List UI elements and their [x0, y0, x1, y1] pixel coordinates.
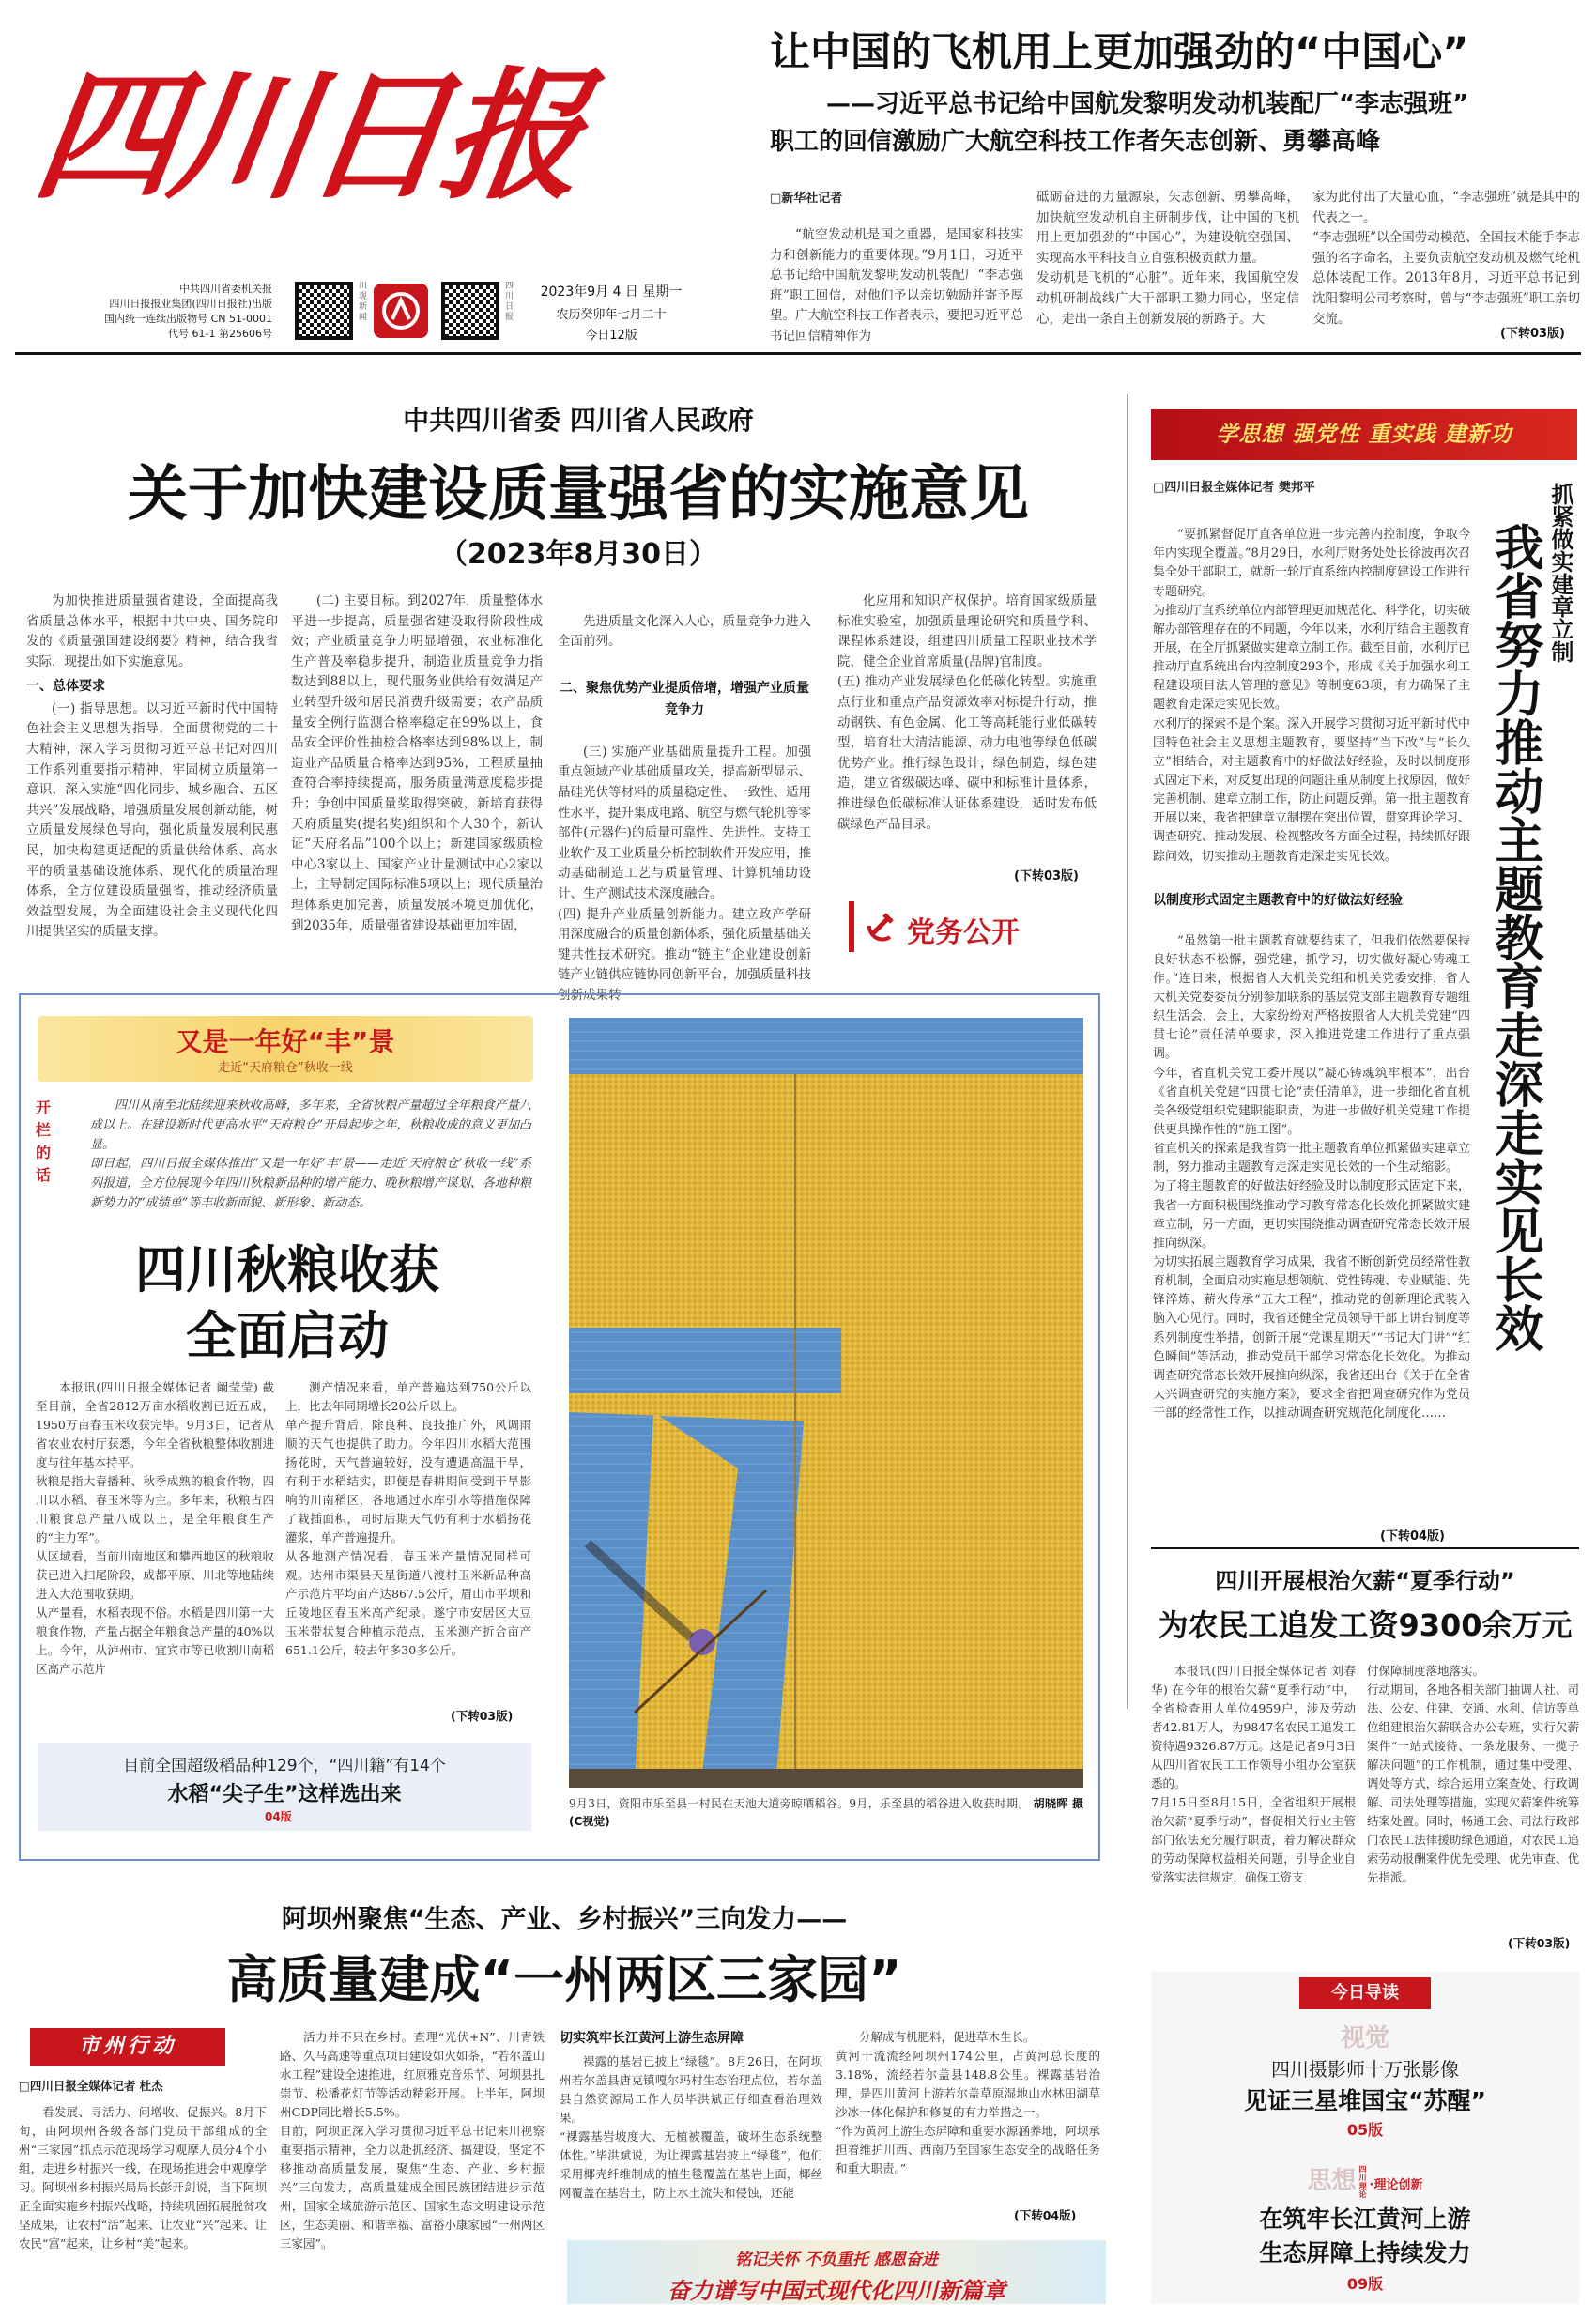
main-continued: (下转03版) [1014, 869, 1079, 884]
related-line-2: 水稻“尖子生”这样选出来 [167, 1783, 402, 1806]
banner-big-text: 奋力谱写中国式现代化四川新篇章 [668, 2278, 1005, 2304]
side-col [1153, 507, 1470, 1530]
party-affairs-tag [849, 901, 1080, 952]
pages-line: 今日12版 [585, 329, 637, 343]
aba-col-1: 看发展、寻活力、问增收、促振兴。8月下旬，由阿坝州各级各部门党员干部组成的全州“三家园”抓点示范现场学习观摩人员分4个小组，走进乡村振兴一线，在现场推进会中观摩学习。阿坝州乡村振兴局局长彭开剑说，当下阿坝正全面实施乡村振兴战略，持续巩固拓展脱贫攻坚成果，让农村“活”起来、让农业“兴”起来、让农民“富”起来，让乡村“美”起来。 [19, 2105, 267, 2251]
main-col-1 [26, 592, 278, 962]
qr-code-left [295, 282, 353, 340]
side-vertical-title: 我省努力推动主题教育走深走实见长效 [1486, 522, 1542, 1352]
guide-item-2-page[interactable]: 09版 [1346, 2275, 1384, 2293]
banner-title: 又是一年好“丰”景 [176, 1026, 395, 1057]
aba-col-2: 活力并不只在乡村。查理“光伏+N”、川青铁路、久马高速等重点项目建设如火如荼，“若尔盖山水工程”建设全速推进，红原雅克音乐节、阿坝县扎崇节、松潘花灯节等活动精彩开展。上半年，阿坝州GDP同比增长5.5%。 目前，阿坝正深入学习贯彻习近平总书记来川视察重要指示精神，全力以赴抓经济、搞建设，坚定不移推动高质量发展，聚焦“生态、产业、乡村振兴”三向发力，高质量建成全国民族团结进步示范州，国家全域旅游示范区、国家生态文明建设示范区，生态美丽、和谐幸福、富裕小康家园“一州两区三家园”。 [280, 2030, 545, 2251]
section-heading: 一、总体要求 [26, 679, 105, 695]
main-kicker: 中共四川省委 四川省人民政府 [403, 405, 754, 436]
aba-subheading: 切实筑牢长江黄河上游生态屏障 [560, 2031, 744, 2046]
cat-sub: ·理论创新 [1369, 2178, 1423, 2192]
para: (二) 主要目标。到2027年，质量整体水平进一步提高，质量强省建设取得阶段性成效；产业质量竞争力明显增强，农业标准化生产普及率稳步提升，制造业质量竞争力指数达到88以上，现代服务业供给有效满足产业转型升级和居民消费升级需要；农产品质量安全例行监测合格率稳定在99%以上，食品安全评价性抽检合格率达到98%以上，制造业产品质量合格率达到95%，工程质量抽查符合率持续提高，服务质量满意度稳步提升；争创中国质量奖取得突破，新培育获得天府质量奖(提名奖)组织和个人30个，新认证“天府名品”100个以上；新建国家级质检中心3家以上、国家产业计量测试中心2家以上，主导制定国际标准5项以上；现代质量治理体系更加完善，质量发展环境更加优化，到2035年，质量强省建设基础更加牢固， [291, 593, 543, 933]
banner-subtitle: 走近“天府粮仓”秋收一线 [218, 1061, 353, 1075]
lead-col-3: 家为此付出了大量心血，“李志强班”就是其中的代表之一。 “李志强班”以全国劳动模范、全国技术能手李志强的名字命名，主要负责航空发动机及燃气轮机总体装配工作。2013年8月，习近平总书记到沈阳黎明公司考察时，曾与“李志强班”职工亲切交流。 [1312, 190, 1580, 327]
party-tag-text: 党务公开 [907, 916, 1020, 949]
section-heading: 以制度形式固定主题教育中的好做法好经验 [1153, 892, 1403, 908]
cat-title: 思想 [1307, 2167, 1357, 2195]
info-line: 国内统一连续出版物号 CN 51-0001 [104, 313, 272, 325]
caption-text: 9月3日，资阳市乐至县一村民在天池大道旁晾晒稻谷。9月，乐至县的稻谷进入收获时期。 [569, 1797, 1030, 1810]
related-page: 04版 [265, 1810, 292, 1823]
byline-text: 四川日报全媒体记者 樊邦平 [1164, 481, 1315, 495]
side-rule [1151, 1547, 1579, 1549]
lead-byline: □新华社记者 [770, 192, 843, 206]
related-line-1: 目前全国超级稻品种129个，“四川籍”有14个 [123, 1757, 446, 1775]
banner-small-text: 铭记关怀 不负重托 感恩奋进 [735, 2251, 938, 2269]
lead-col-2: 砥砺奋进的力量源泉，矢志创新、勇攀高峰，加快航空发动机自主研制步伐，让中国的飞机用上更加强劲的“中国心”，为建设航空强国、实现高水平科技自立自强积极贡献力量。 发动机是飞机的“心脏”。近年来，我国航空发动机研制战线广大干部职工勠力同心，坚定信心，走出一条自主创新发展的新路子。大 [1036, 190, 1299, 327]
lunar-line: 农历癸卯年七月二十 [556, 308, 667, 322]
aba-title: 高质量建成“一州两区三家园” [226, 1950, 902, 2009]
para: “虽然第一批主题教育就要结束了，但我们依然要保持良好状态不松懈，强党建，抓学习，切实做好凝心铸魂工作。”连日来，根据省人大机关党组和机关党委安排，省人大机关党委委员分别参加联系的基层党支部主题教育专题组织生活会，会上，大家纷纷对严格按照省人大机关党建“四贯七论”责任清单要求，深入推进党建工作进行了重点强调。 今年，省直机关党工委开展以“凝心铸魂筑牢根本”，出台《省直机关党建“四贯七论”责任清单》，进一步细化省直机关各级党组织党建职能职责，为进一步做好机关党建工作提供更具操作性的“施工图”。 省直机关的探索是我省第一批主题教育单位抓紧做实建章立制，努力推动主题教育走深走实见长效的一个生动缩影。 为了将主题教育的好做法好经验及时以制度形式固定下来，我省一方面积极围绕推动学习教育常态化长效化抓紧做实建章立制，另一方面，更切实围绕推动调查研究常态长效开展推向纵深。 为切实拓展主题教育学习成果，我省不断创新党员经常性教育机制，全面启动实施思想领航、党性铸魂、专业赋能、先锋淬炼、薪火传承“五大工程”，推动党的创新理论武装入脑入心见行。同时，我省还健全党员领导干部上讲台制度等系列制度性举措，创新开展“党课星期天”“书记大门讲”“红色瞬间”等活动，推动党员干部学习常态化长效化。为推动调查研究常态长效开展推向纵深，我省还出台《关于在全省大兴调查研究的实施方案》，要求全省把调查研究作为党员干部的经常性工作，以推动调查研究规范化制度化…… [1153, 933, 1471, 1421]
press-logo-icon [374, 284, 428, 338]
byline-text: 四川日报全媒体记者 杜杰 [29, 2079, 163, 2093]
cat-mini: 四川 理论 [1358, 2164, 1367, 2199]
harvest-side-label: 开栏的话 [36, 1099, 52, 1184]
aba-col-4: 分解成有机肥料，促进草木生长。 黄河干流流经阿坝州174公里，占黄河总长度的3.18%，流经若尔盖县148.8公里。裸露基岩治理，是四川黄河上游若尔盖草原湿地山水林田湖草沙冰一体化保护和修复的有力举措之一。 “作为黄河上游生态屏障和重要水源涵养地，阿坝承担着维护川西、西南乃至国家生态安全的战略任务和重大职责。” [836, 2030, 1100, 2175]
related-story-box[interactable] [38, 1743, 531, 1831]
section-heading: 二、聚焦优势产业提质倍增，增强产业质量竞争力 [560, 681, 809, 717]
main-date: （2023年8月30日） [438, 538, 718, 571]
harvest-title-1: 四川秋粮收获 [135, 1240, 439, 1299]
hammer-sickle-icon [862, 907, 899, 945]
para: 先进质量文化深入人心，质量竞争力进入全面前列。 [558, 613, 811, 650]
guide-item-2-line-2[interactable]: 生态屏障上持续发力 [1259, 2239, 1471, 2267]
side-byline: □四川日报全媒体记者 樊邦平 [1153, 481, 1315, 495]
masthead-info [38, 282, 272, 342]
main-col-3 [558, 592, 811, 1003]
guide-item-1-line-2[interactable]: 见证三星堆国宝“苏醒” [1244, 2087, 1486, 2114]
qr-label-left: 川观新闻 [359, 282, 368, 322]
main-col-2 [291, 592, 543, 962]
masthead-divider [15, 352, 1581, 355]
info-line: 中共四川省委机关报 [179, 283, 272, 295]
qr-label-right: 四川日报 [505, 282, 514, 322]
date-line: 2023年9月 4 日 星期一 [540, 284, 683, 300]
bottom-banner [567, 2240, 1106, 2304]
side-vertical-kicker: 抓紧做实建章立制 [1547, 483, 1573, 663]
photographer-credit: 胡晓晖 摄(C视觉) [569, 1797, 1083, 1829]
harvest-col-1: 本报讯(四川日报全媒体记者 阚莹莹) 截至目前，全省2812万亩水稻收割已近五成，1950万亩春玉米收获完毕。9月3日，记者从省农业农村厅获悉，今年全省秋粮整体收割进度与往年基本持平。 秋粮是指大春播种、秋季成熟的粮食作物，四川以水稻、春玉米等为主。多年来，秋粮占四川粮食总产量八成以上，是全年粮食生产的“主力军”。 从区域看，当前川南地区和攀西地区的秋粮收获已进入扫尾阶段，成都平原、川北等地陆续进入大范围收获期。 从产量看，水稻表现不俗。水稻是四川第一大粮食作物，产量占据全年粮食总产量的40%以上。今年，从泸州市、宜宾市等已收割川南稻区高产示范片 [36, 1380, 274, 1676]
lead-col-1: “航空发动机是国之重器，是国家科技实力和创新能力的重要体现。”9月1日，习近平总书记给中国航发黎明发动机装配厂“李志强班”职工回信，对他们予以亲切勉励并寄予厚望。广大航空科技工作者表示，要把习近平总书记回信精神作为 [770, 227, 1023, 344]
side-continued: (下转04版) [1380, 1529, 1445, 1544]
guide-item-1-page[interactable]: 05版 [1346, 2121, 1384, 2139]
harvest-banner [38, 1016, 533, 1082]
main-title: 关于加快建设质量强省的实施意见 [128, 460, 1029, 530]
lead-continued: (下转03版) [1500, 327, 1565, 341]
harvest-intro: 四川从南至北陆续迎来秋收高峰，多年来，全省秋粮产量超过全年粮食产量八成以上。在建设新时代更高水平“天府粮仓”开局起步之年，秋粮收成的意义更加凸显。 即日起，四川日报全媒体推出“又是一年好‘丰’景——走近‘天府粮仓’秋收一线”系列报道，全方位展现今年四川秋粮新品种的增产能力、晚秋粮增产谋划、各地种粮新势力的“成绩单”等丰收新面貌、新形象、新动态。 [90, 1099, 531, 1210]
lead-subtitle-1: ——习近平总书记给中国航发黎明发动机装配厂“李志强班” [826, 90, 1469, 118]
wage-title: 为农民工追发工资9300余万元 [1158, 1607, 1573, 1643]
wage-col-2: 付保障制度落地落实。 行动期间，各地各相关部门抽调人社、司法、公安、住建、交通、水利、信访等单位组建根治欠薪联合办公专班，实行欠薪案件“一站式接待、一条龙服务、一揽子解决问题”的工作机制，通过集中受理、调处等方式，综合运用立案查处、行政调解、司法处理等措施，实现欠薪案件统筹结案处置。同时，畅通工会、司法行政部门农民工法律援助绿色通道，对农民工追索劳动报酬案件优先受理、优先审查、优先指派。 [1367, 1664, 1579, 1884]
wage-kicker: 四川开展根治欠薪“夏季行动” [1215, 1568, 1515, 1594]
aba-col-3: 裸露的基岩已披上“绿毯”。8月26日，在阿坝州若尔盖县唐克镇嘎尔玛村生态治理点位，若尔盖县自然资源局工作人员毕洪斌正仔细查看治理效果。 “裸露基岩坡度大、无植被覆盖，破坏生态系统整体性。”毕洪斌说，为让裸露基岩披上“绿毯”，他们采用椰壳纤维制成的植生毯覆盖在基岩上面，椰丝网覆盖在基岩土，防止水土流失和侵蚀，还能 [560, 2054, 822, 2200]
qr-code-right [441, 282, 499, 340]
main-col-4: 化应用和知识产权保护。培育国家级质量标准实验室，加强质量理论研究和质量学科、课程体系建设，组建四川质量工程职业技术学院，健全企业首席质量(品牌)官制度。 (五) 推动产业发展绿色化低碳化转型。实施重点行业和重点产品资源效率对标提升行动，推动钢铁、有色金属、化工等高耗能行业低碳转型，培育壮大清洁能源、动力电池等绿色低碳优势产业。推行绿色设计，绿色制造，绿色建造，建立省级碳达峰、碳中和标准计量体系，推进绿色低碳标准认证体系建设，适时发布低碳绿色产品目录。 [837, 593, 1097, 832]
lead-subtitle-2: 职工的回信激励广大航空科技工作者矢志创新、勇攀高峰 [770, 128, 1381, 156]
harvest-continued: (下转03版) [451, 1709, 514, 1723]
para: (一) 指导思想。以习近平新时代中国特色社会主义思想为指导，全面贯彻党的二十大精神，深入学习贯彻习近平总书记对四川工作系列重要指示精神，牢固树立质量第一意识，深入实施“四化同步、城乡融合、五区共兴”发展战略，增强质量发展创新动能，树立质量发展绿色导向，强化质量发展利民惠民，加快构建更适配的质量供给体系、高水平的质量基础设施体系、现代化的质量治理体系，全方位建设质量强省，推动经济质量效益型发展，为全面建设社会主义现代化四川提供坚实的质量支撑。 [26, 700, 278, 940]
photo-caption [569, 1795, 1083, 1838]
harvest-col-2: 测产情况来看，单产普遍达到750公斤以上，比去年同期增长20公斤以上。 单产提升背后，除良种、良技推广外，风调雨顺的天气也提供了助力。今年四川水稻大范围扬花时，天气普遍较好，没有遭遇高温干旱，有利于水稻结实，即便是春耕期间受到干旱影响的川南稻区，各地通过水库引水等措施保障了栽插面积，同时后期天气仍有利于水稻扬花灌浆，单产普遍提升。 从各地测产情况看，春玉米产量情况同样可观。达州市渠县天星街道八渡村玉米新品种高产示范片平均亩产达867.5公斤，眉山市平坝和丘陵地区春玉米高产纪录。遂宁市安居区大豆玉米带状复合种植示范点，玉米测产折合亩产651.1公斤，较去年多30多公斤。 [285, 1380, 531, 1657]
info-line: 代号 61-1 第25606号 [168, 328, 272, 340]
guide-item-2-line-1[interactable]: 在筑牢长江黄河上游 [1259, 2205, 1471, 2233]
info-line: 四川日报报业集团(四川日报社)出版 [109, 298, 272, 310]
para: “要抓紧督促厅直各单位进一步完善内控制度，争取今年内实现全覆盖。”8月29日，水利厅财务处处长徐波再次召集全处干部职工，就新一轮厅直系统内控制度建设工作进行专题研究。 为推动厅直系统单位内部管理更加规范化、科学化，切实破解办部管理存在的不同题，今年以来，水利厅结合主题教育开展，在全厅抓紧做实建章立制工作。截至目前，水利厅已推动厅直系统出台内控制度293个，形成《关于加强水利工程建设项目法人管理的意见》等制度63项，有力确保了主题教育走深走实见长效。 水利厅的探索不是个案。深入开展学习贯彻习近平新时代中国特色社会主义思想主题教育，要坚持“当下改”与“长久立”相结合，对主题教育中的好做法好经验，及时以制度形式固定下来，对反复出现的问题注重从制度上找原因，做好完善机制、建章立制工作，防止问题反弹。第一批主题教育开展以来，我省把建章立制摆在突出位置，贯穿理论学习、调查研究、推动发展、检视整改各方面全过程，持续抓好跟踪问效，切实推动主题教育走深走实见长效。 [1153, 528, 1471, 864]
byline-text: 新华社记者 [781, 192, 843, 206]
aba-kicker: 阿坝州聚焦“生态、产业、乡村振兴”三向发力—— [281, 1905, 848, 1934]
city-action-tag: 市州行动 [30, 2028, 225, 2066]
para: (三) 实施产业基础质量提升工程。加强重点领域产业基础质量攻关，提高新型显示、晶硅光伏等材料的质量稳定性、一致性、适用性水平，提升集成电路、航空与燃气轮机等零部件(元器件)的质量可靠性、先进性。支持工业软件及工业质量分析控制软件开发应用，推动基础制造工艺与质量管理、计算机辅助设计、生产测试技术深度融合。 (四) 提升产业质量创新能力。建立政产学研用深度融合的质量创新体系，强化质量基础关键共性技术研究。推动“链主”企业建设创新链产业链供应链协同创新平台，加强质量科技创新成果转 [558, 744, 811, 1003]
guide-item-1-line-1[interactable]: 四川摄影师十万张影像 [1271, 2058, 1459, 2081]
guide-header: 今日导读 [1299, 1977, 1431, 2009]
para: 为加快推进质量强省建设，全面提高我省质量总体水平，根据中共中央、国务院印发的《质量强国建设纲要》精神，结合我省实际，现提出如下实施意见。 [26, 593, 278, 669]
aba-continued: (下转04版) [1014, 2208, 1077, 2222]
guide-cat-visual: 视觉 [1340, 2024, 1389, 2052]
side-divider [1127, 394, 1128, 1709]
newspaper-logo: 四川日报 [25, 54, 591, 219]
harvest-photo [569, 1018, 1083, 1788]
harvest-title-2: 全面启动 [186, 1306, 389, 1365]
aba-byline: □四川日报全媒体记者 杜杰 [19, 2079, 163, 2093]
wage-continued: (下转03版) [1508, 1936, 1571, 1950]
guide-cat-thought [1151, 2161, 1579, 2199]
wage-col-1: 本报讯(四川日报全媒体记者 刘春华) 在今年的根治欠薪“夏季行动”中，全省检查用人单位4959户，涉及劳动者42.81万人，为9847名农民工追发工资待遇9326.87万元。这是记者9月3日从四川省农民工工作领导小组办公室获悉的。 7月15日至8月15日，全省组织开展根治欠薪“夏季行动”，督促相关行业主管部门依法充分履行职责，着力解决群众的劳动保障权益相关问题，引导企业自觉落实法律规定，确保工资支 [1151, 1664, 1356, 1884]
lead-title: 让中国的飞机用上更加强劲的“中国心” [770, 29, 1469, 76]
side-banner: 学思想 强党性 重实践 建新功 [1151, 409, 1577, 460]
